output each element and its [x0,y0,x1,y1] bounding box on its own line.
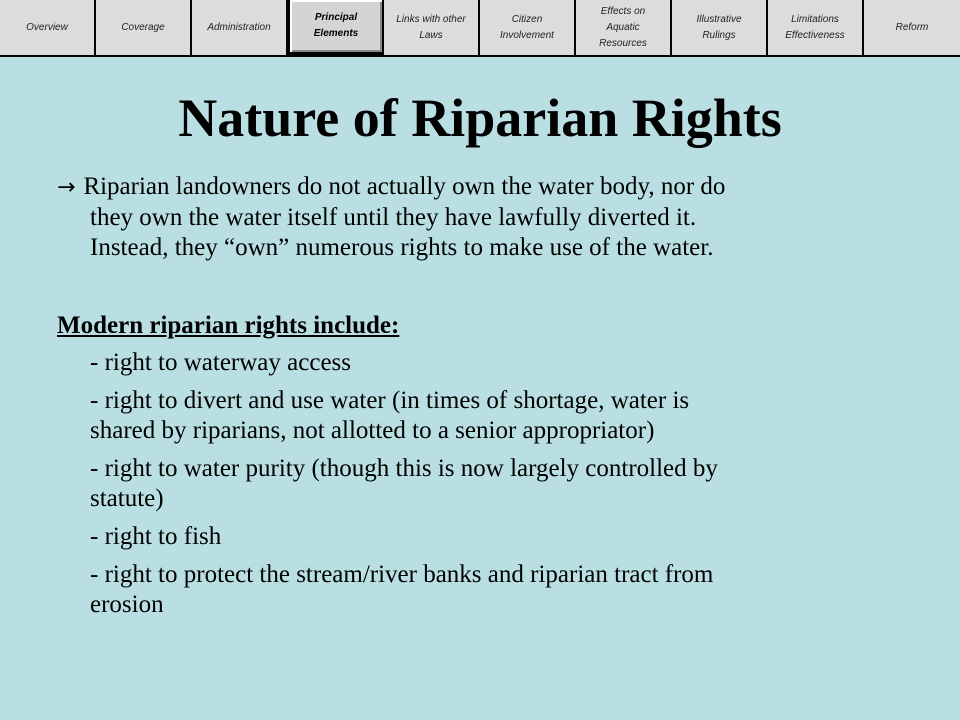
intro-paragraph [57,172,917,263]
rights-list-item: - right to waterway access [90,349,351,376]
rights-subheading: Modern riparian rights include: [57,312,400,339]
rights-list-item: - right to water purity (though this is now largely controlled by statute) [90,455,718,512]
slide-title: Nature of Riparian Rights [178,88,782,148]
tab-links-with-other-laws[interactable]: Links with other Laws [384,0,480,55]
intro-line-3: Instead, they “own” numerous rights to make use of the water. [90,234,714,261]
tab-effects-on-aquatic-resources[interactable]: Effects on Aquatic Resources [576,0,672,55]
tab-limitations-effectiveness[interactable]: Limitations Effectiveness [768,0,864,55]
intro-line-2: they own the water itself until they have lawfully diverted it. [90,204,697,231]
rights-list [90,348,920,628]
tab-overview[interactable]: Overview [0,0,96,55]
tab-principal-elements[interactable]: Principal Elements [288,0,384,55]
right-arrow-icon: → [57,175,76,200]
section-nav-bar [0,0,960,57]
intro-line-1: → Riparian landowners do not actually own the water body, nor do [57,173,726,200]
tab-reform[interactable]: Reform [895,21,929,33]
tab-citizen-involvement[interactable]: Citizen Involvement [480,0,576,55]
tab-administration[interactable]: Administration [192,0,288,55]
rights-list-item: - right to fish [90,523,222,550]
tab-coverage[interactable]: Coverage [96,0,192,55]
rights-list-item: - right to protect the stream/river banks and riparian tract from erosion [90,561,714,618]
tab-illustrative-rulings[interactable]: Illustrative Rulings [672,0,768,55]
rights-list-item: - right to divert and use water (in times of shortage, water is shared by riparians, not allotted to a senior appropriator) [90,387,690,444]
